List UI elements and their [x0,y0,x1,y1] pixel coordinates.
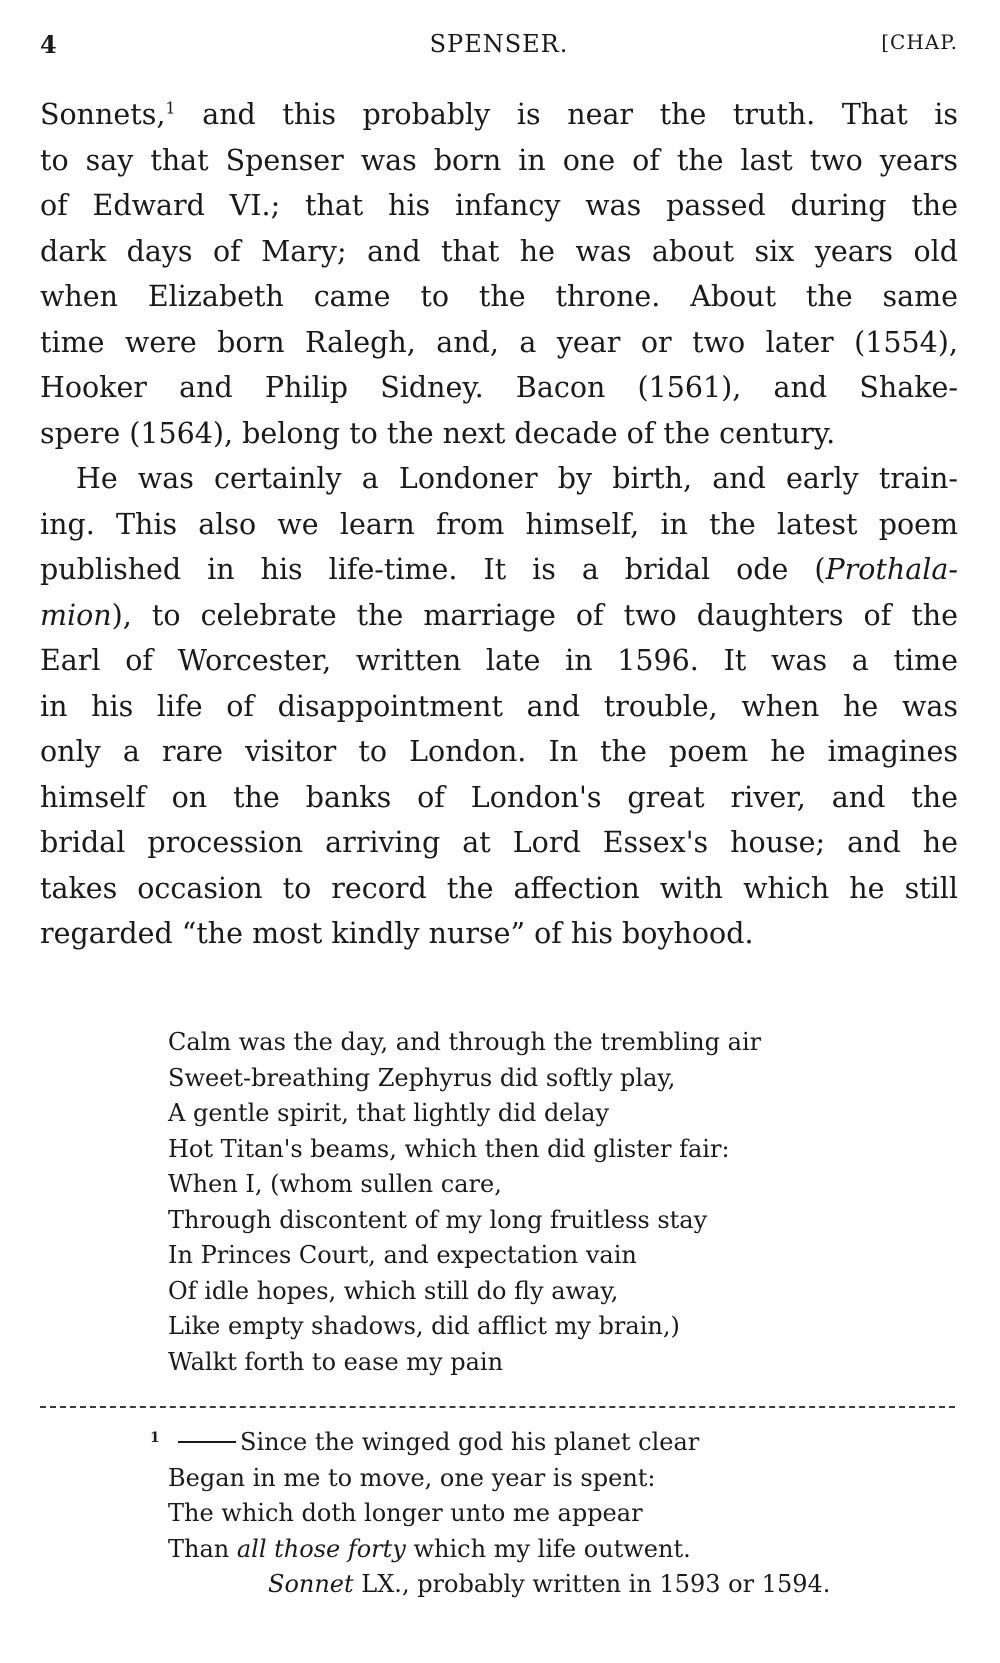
text-line: in his life of disappointment and trouble, when he was [40,689,958,723]
footnote-line: Began in me to move, one year is spent: [168,1463,656,1492]
chapter-mark: [CHAP. [881,30,958,54]
text-line [40,92,958,138]
italic-title: Prothala- [825,553,958,586]
poem-line: In Princes Court, and expectation vain [168,1241,637,1269]
footnote-reference: 1 [165,98,176,118]
italic-text: all those forty [236,1534,406,1563]
text-line: takes occasion to record the affection with which he still [40,871,958,905]
text-line: regarded “the most kindly nurse” of his boyhood. [40,917,754,950]
text-segment: ), to celebrate the marriage of two daughters of the [111,598,958,632]
running-title: SPENSER. [429,30,569,58]
footnote-line: The which doth longer unto me appear [168,1499,643,1527]
footnote-line [150,1425,830,1461]
footnote-line [150,1532,830,1568]
italic-text: Sonnet [268,1570,354,1598]
poem-line: Calm was the day, and through the trembling air [168,1028,762,1056]
page-number: 4 [40,30,58,59]
poem-line: Of idle hopes, which still do fly away, [168,1276,619,1305]
text-segment: Since the winged god his planet clear [240,1428,700,1456]
poem-line: Through discontent of my long fruitless stay [168,1205,708,1234]
footnote [150,1425,830,1603]
text-line: Earl of Worcester, written late in 1596. It was a time [40,644,958,677]
poem-line: Walkt forth to ease my pain [168,1347,504,1376]
text-line: Hooker and Philip Sidney. Bacon (1561), and Shake- [40,371,958,404]
text-line: to say that Spenser was born in one of the last two years [40,143,958,177]
text-segment: and this probably is near the truth. That is [175,98,958,131]
footnote-divider [40,1406,955,1408]
paragraph-1 [40,92,958,456]
text-segment: LX., probably written in 1593 or 1594. [353,1570,831,1598]
text-line: ing. This also we learn from himself, in the latest poem [40,507,958,541]
text-line: bridal procession arriving at Lord Essex's house; and he [40,826,958,859]
text-line: when Elizabeth came to the throne. About the same [40,280,958,313]
poem-line: When I, (whom sullen care, [168,1170,502,1198]
italic-title: mion [40,598,112,632]
text-line: of Edward VI.; that his infancy was passed during the [40,189,958,222]
footnote-number: 1 [150,1430,160,1446]
poem-line: Hot Titan's beams, which then did glister fair: [168,1134,730,1163]
text-line: only a rare visitor to London. In the poem he imagines [40,735,958,768]
paragraph-2 [40,456,958,957]
poem-line: A gentle spirit, that lightly did delay [168,1099,610,1127]
text-line [40,593,958,639]
text-line: He was certainly a Londoner by birth, and early train- [76,462,958,495]
poem-line: Like empty shadows, did afflict my brain,) [168,1312,680,1340]
running-header [40,30,958,70]
poem-quote [168,1025,761,1380]
text-line: dark days of Mary; and that he was about six years old [40,234,958,268]
em-dash-rule [178,1441,236,1443]
text-segment: published in his life-time. It is a bridal ode ( [40,553,826,586]
text-segment: Sonnets, [40,98,166,131]
text-segment: Than [168,1534,237,1563]
text-line: time were born Ralegh, and, a year or two later (1554), [40,325,958,359]
text-line: himself on the banks of London's great river, and the [40,780,958,814]
footnote-citation [150,1567,830,1603]
text-line: spere (1564), belong to the next decade of the century. [40,416,836,450]
poem-line: Sweet-breathing Zephyrus did softly play, [168,1063,676,1092]
text-line [40,547,958,593]
text-segment: which my life outwent. [405,1534,691,1563]
body-text [40,92,958,957]
